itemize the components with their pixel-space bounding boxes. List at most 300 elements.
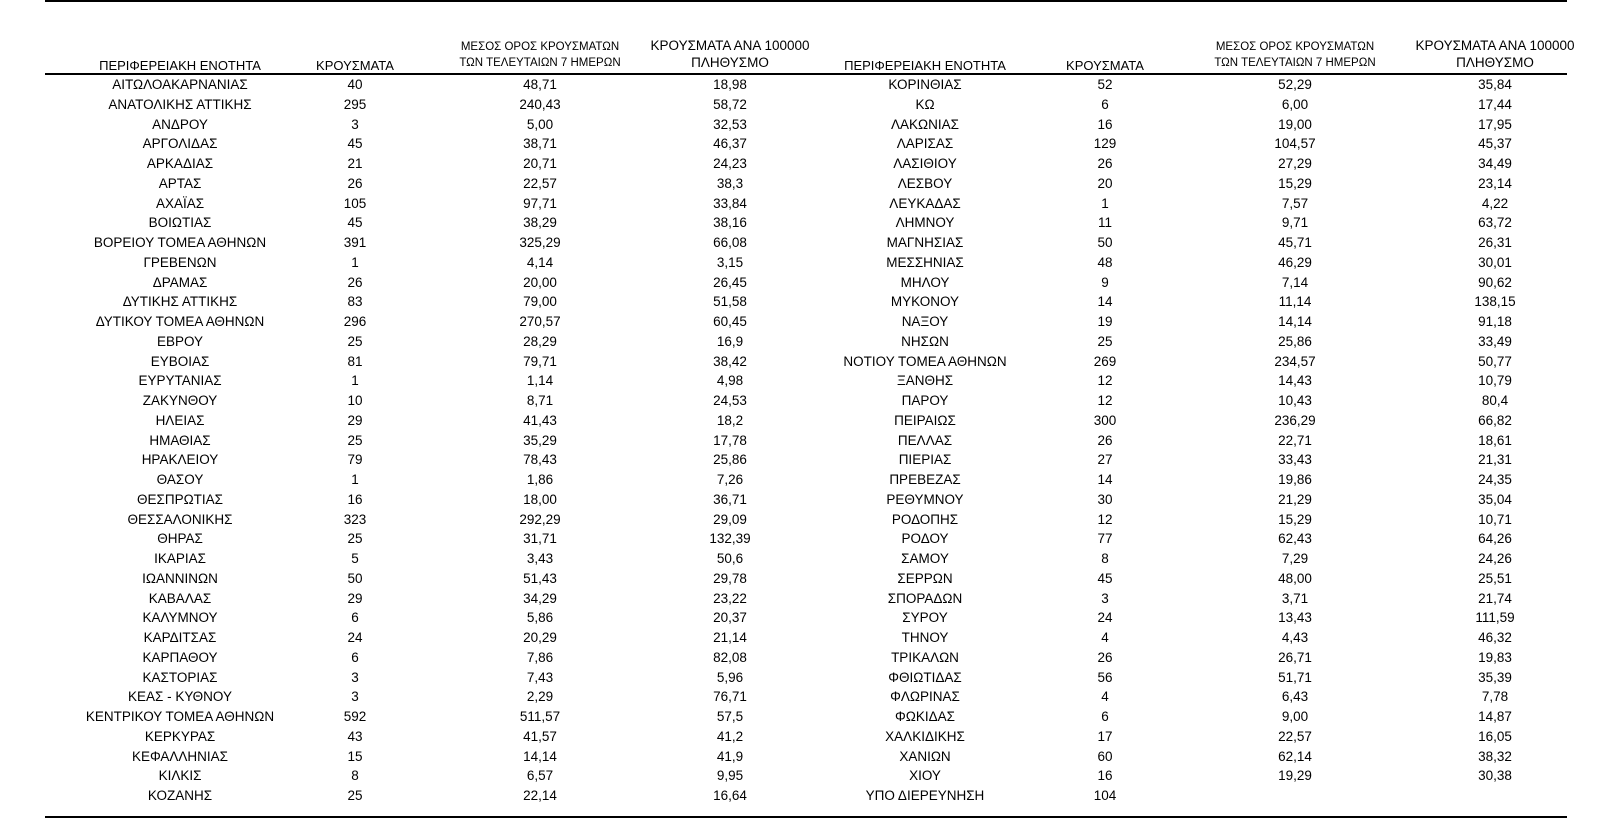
right-region-cell: ΤΡΙΚΑΛΩΝ: [891, 649, 959, 665]
header-per-right: [1375, 37, 1600, 71]
table-row: [0, 273, 1600, 293]
left-cases-cell: 15: [347, 748, 363, 764]
left-cases-cell: 83: [347, 294, 363, 310]
left-region-cell: ΘΗΡΑΣ: [157, 531, 203, 547]
left-region-cell: ΚΕΡΚΥΡΑΣ: [144, 728, 216, 744]
table-row: [0, 648, 1600, 668]
left-per100k-cell: 41,9: [716, 748, 744, 764]
right-cases-cell: 27: [1097, 452, 1113, 468]
table-row: [0, 292, 1600, 312]
left-cases-cell: 29: [347, 412, 363, 428]
left-per100k-cell: 132,39: [709, 531, 751, 547]
left-cases-cell: 3: [351, 689, 359, 705]
right-avg7-cell: 46,29: [1278, 254, 1312, 270]
right-per100k-cell: 26,31: [1478, 235, 1512, 250]
table-header: [0, 36, 1600, 74]
right-avg7-cell: 104,57: [1274, 136, 1316, 152]
right-per100k-cell: 80,4: [1481, 393, 1509, 408]
left-avg7-cell: 22,57: [523, 175, 557, 191]
left-region-cell: ΘΑΣΟΥ: [156, 472, 204, 487]
right-per100k-cell: 21,31: [1478, 452, 1512, 468]
left-cases-cell: 6: [351, 610, 359, 626]
right-cases-cell: 26: [1097, 649, 1113, 665]
left-region-cell: ΕΒΡΟΥ: [156, 333, 204, 349]
left-region-cell: ΑΙΤΩΛΟΑΚΑΡΝΑΝΙΑΣ: [112, 77, 248, 92]
left-cases-cell: 105: [343, 195, 367, 211]
right-cases-cell: 60: [1097, 748, 1113, 764]
table-row: [0, 213, 1600, 233]
left-region-cell: ΚΑΛΥΜΝΟΥ: [142, 610, 218, 626]
left-per100k-cell: 58,72: [713, 96, 747, 112]
left-region-cell: ΚΟΖΑΝΗΣ: [147, 788, 213, 803]
left-avg7-cell: 292,29: [519, 511, 561, 527]
right-region-cell: ΠΡΕΒΕΖΑΣ: [889, 472, 961, 487]
right-cases-cell: 1: [1101, 195, 1109, 211]
right-avg7-cell: 25,86: [1278, 333, 1312, 349]
header-avg-right-line1: ΜΕΣΟΣ ΟΡΟΣ ΚΡΟΥΣΜΑΤΩΝ: [1215, 41, 1375, 53]
right-per100k-cell: 33,49: [1478, 333, 1512, 349]
left-region-cell: ΗΡΑΚΛΕΙΟΥ: [141, 452, 219, 468]
right-cases-cell: 26: [1097, 432, 1113, 448]
right-cases-cell: 48: [1097, 254, 1113, 270]
right-cases-cell: 11: [1097, 215, 1112, 231]
left-avg7-cell: 34,29: [523, 590, 557, 606]
left-avg7-cell: 325,29: [519, 235, 561, 250]
left-avg7-cell: 31,71: [523, 531, 557, 547]
left-per100k-cell: 29,09: [713, 511, 747, 527]
right-region-cell: ΧΑΝΙΩΝ: [899, 748, 951, 764]
left-cases-cell: 24: [347, 630, 363, 645]
left-region-cell: ΚΑΡΔΙΤΣΑΣ: [143, 630, 217, 645]
left-cases-cell: 25: [347, 333, 363, 349]
left-region-cell: ΕΥΡΥΤΑΝΙΑΣ: [138, 373, 222, 389]
right-cases-cell: 30: [1097, 491, 1113, 507]
left-per100k-cell: 50,6: [716, 551, 744, 566]
left-avg7-cell: 20,71: [523, 156, 557, 171]
left-per100k-cell: 23,22: [713, 590, 747, 606]
left-avg7-cell: 4,14: [526, 254, 554, 270]
left-avg7-cell: 38,71: [523, 136, 557, 152]
right-region-cell: ΣΑΜΟΥ: [901, 551, 949, 566]
table-row: [0, 470, 1600, 490]
left-per100k-cell: 20,37: [713, 610, 747, 626]
table-row: [0, 75, 1600, 95]
right-cases-cell: 269: [1093, 353, 1117, 369]
right-avg7-cell: 7,14: [1281, 274, 1309, 290]
left-cases-cell: 79: [347, 452, 363, 468]
left-per100k-cell: 16,9: [716, 333, 744, 349]
right-cases-cell: 9: [1101, 274, 1109, 290]
left-region-cell: ΘΕΣΣΑΛΟΝΙΚΗΣ: [127, 511, 233, 527]
right-avg7-cell: 9,00: [1281, 709, 1309, 724]
left-region-cell: ΑΝΔΡΟΥ: [152, 116, 208, 132]
right-per100k-cell: 63,72: [1478, 215, 1512, 231]
right-cases-cell: 12: [1097, 373, 1113, 389]
left-region-cell: ΚΕΦΑΛΛΗΝΙΑΣ: [131, 748, 229, 764]
left-avg7-cell: 1,86: [526, 472, 554, 487]
table-row: [0, 450, 1600, 470]
left-cases-cell: 3: [351, 116, 359, 132]
right-per100k-cell: 46,32: [1478, 630, 1512, 645]
right-cases-cell: 20: [1097, 175, 1113, 191]
left-cases-cell: 6: [351, 649, 359, 665]
right-region-cell: ΤΗΝΟΥ: [901, 630, 949, 645]
right-avg7-cell: 13,43: [1278, 610, 1312, 626]
right-region-cell: ΠΕΛΛΑΣ: [897, 432, 953, 448]
right-region-cell: ΧΑΛΚΙΔΙΚΗΣ: [885, 728, 965, 744]
right-cases-cell: 26: [1097, 156, 1113, 171]
left-cases-cell: 25: [347, 432, 363, 448]
right-per100k-cell: 24,26: [1478, 551, 1512, 566]
table-row: [0, 391, 1600, 411]
table-row: [0, 628, 1600, 648]
left-avg7-cell: 270,57: [519, 314, 561, 329]
left-region-cell: ΒΟΙΩΤΙΑΣ: [148, 215, 212, 231]
left-avg7-cell: 51,43: [523, 570, 557, 586]
left-region-cell: ΔΥΤΙΚΟΥ ΤΟΜΕΑ ΑΘΗΝΩΝ: [95, 314, 265, 329]
left-avg7-cell: 28,29: [523, 333, 557, 349]
left-per100k-cell: 57,5: [716, 709, 744, 724]
left-per100k-cell: 46,37: [713, 136, 747, 152]
bottom-rule: [45, 816, 1567, 818]
right-per100k-cell: 4,22: [1481, 195, 1509, 211]
left-region-cell: ΑΧΑΪΑΣ: [155, 195, 205, 211]
right-region-cell: ΛΑΚΩΝΙΑΣ: [891, 116, 959, 132]
left-per100k-cell: 82,08: [713, 649, 747, 665]
left-cases-cell: 26: [347, 175, 363, 191]
right-region-cell: ΛΑΣΙΘΙΟΥ: [893, 156, 957, 171]
right-region-cell: ΚΟΡΙΝΘΙΑΣ: [888, 77, 962, 92]
left-per100k-cell: 4,98: [716, 373, 744, 389]
right-cases-cell: 3: [1101, 590, 1109, 606]
left-cases-cell: 5: [351, 551, 359, 566]
left-region-cell: ΓΡΕΒΕΝΩΝ: [143, 254, 217, 270]
left-region-cell: ΚΕΝΤΡΙΚΟΥ ΤΟΜΕΑ ΑΘΗΝΩΝ: [85, 709, 275, 724]
right-avg7-cell: 15,29: [1278, 511, 1312, 527]
left-per100k-cell: 25,86: [713, 452, 747, 468]
right-avg7-cell: 11,14: [1278, 294, 1312, 310]
right-region-cell: ΠΙΕΡΙΑΣ: [898, 452, 952, 468]
right-cases-cell: 17: [1097, 728, 1113, 744]
right-avg7-cell: 14,14: [1278, 314, 1312, 329]
left-avg7-cell: 79,71: [523, 353, 557, 369]
table-row: [0, 371, 1600, 391]
right-per100k-cell: 45,37: [1478, 136, 1512, 152]
left-per100k-cell: 76,71: [713, 689, 747, 705]
table-row: [0, 490, 1600, 510]
left-per100k-cell: 26,45: [713, 274, 747, 290]
right-region-cell: ΡΟΔΟΠΗΣ: [891, 511, 959, 527]
right-region-cell: ΦΩΚΙΔΑΣ: [895, 709, 955, 724]
left-region-cell: ΒΟΡΕΙΟΥ ΤΟΜΕΑ ΑΘΗΝΩΝ: [93, 235, 267, 250]
left-per100k-cell: 7,26: [716, 472, 744, 487]
left-per100k-cell: 24,53: [713, 393, 747, 408]
right-region-cell: ΛΗΜΝΟΥ: [895, 215, 955, 231]
right-per100k-cell: 14,87: [1478, 709, 1512, 724]
right-avg7-cell: 22,57: [1278, 728, 1312, 744]
left-per100k-cell: 41,2: [716, 728, 744, 744]
left-region-cell: ΚΑΣΤΟΡΙΑΣ: [142, 669, 218, 685]
table-row: [0, 154, 1600, 174]
table-row: [0, 233, 1600, 253]
right-cases-cell: 4: [1101, 689, 1109, 705]
right-region-cell: ΜΥΚΟΝΟΥ: [890, 294, 960, 310]
left-per100k-cell: 29,78: [713, 570, 747, 586]
right-region-cell: ΡΕΘΥΜΝΟΥ: [886, 491, 964, 507]
right-region-cell: ΧΙΟΥ: [909, 768, 941, 784]
right-cases-cell: 50: [1097, 235, 1113, 250]
left-cases-cell: 43: [347, 728, 363, 744]
right-cases-cell: 6: [1101, 709, 1109, 724]
left-region-cell: ΕΥΒΟΙΑΣ: [150, 353, 210, 369]
left-per100k-cell: 3,15: [716, 254, 744, 270]
left-avg7-cell: 3,43: [526, 551, 554, 566]
right-cases-cell: 12: [1097, 393, 1113, 408]
right-cases-cell: 12: [1097, 511, 1113, 527]
table-row: [0, 589, 1600, 609]
left-avg7-cell: 14,14: [523, 748, 557, 764]
left-cases-cell: 3: [351, 669, 359, 685]
right-per100k-cell: 17,44: [1478, 96, 1512, 112]
right-cases-cell: 24: [1097, 610, 1113, 626]
right-per100k-cell: 10,71: [1478, 511, 1512, 527]
left-region-cell: ΗΛΕΙΑΣ: [155, 412, 205, 428]
left-per100k-cell: 32,53: [713, 116, 747, 132]
right-region-cell: ΥΠΟ ΔΙΕΡΕΥΝΗΣΗ: [865, 788, 985, 803]
right-region-cell: ΠΑΡΟΥ: [901, 393, 949, 408]
table-row: [0, 747, 1600, 767]
table-row: [0, 194, 1600, 214]
right-avg7-cell: 10,43: [1278, 393, 1312, 408]
table-row: [0, 134, 1600, 154]
table-row: [0, 352, 1600, 372]
left-avg7-cell: 22,14: [523, 788, 557, 803]
left-cases-cell: 1: [351, 472, 359, 487]
left-avg7-cell: 97,71: [523, 195, 557, 211]
right-per100k-cell: 35,39: [1478, 669, 1512, 685]
left-region-cell: ΚΙΛΚΙΣ: [158, 768, 202, 784]
right-cases-cell: 14: [1097, 294, 1113, 310]
left-per100k-cell: 66,08: [713, 235, 747, 250]
left-avg7-cell: 5,00: [526, 116, 554, 132]
right-per100k-cell: 30,38: [1478, 768, 1512, 784]
left-avg7-cell: 8,71: [526, 393, 554, 408]
table-row: [0, 608, 1600, 628]
right-region-cell: ΠΕΙΡΑΙΩΣ: [894, 412, 956, 428]
left-per100k-cell: 38,16: [713, 215, 747, 231]
right-per100k-cell: 35,04: [1478, 491, 1512, 507]
right-avg7-cell: 62,43: [1278, 531, 1312, 547]
right-per100k-cell: 138,15: [1474, 294, 1516, 310]
right-avg7-cell: 19,29: [1278, 768, 1312, 784]
left-avg7-cell: 20,00: [523, 274, 557, 290]
right-cases-cell: 77: [1097, 531, 1113, 547]
header-avg-right-line2: ΤΩΝ ΤΕΛΕΥΤΑΙΩΝ 7 ΗΜΕΡΩΝ: [1214, 57, 1376, 69]
left-cases-cell: 1: [351, 254, 359, 270]
header-per-right-line1: ΚΡΟΥΣΜΑΤΑ ΑΝΑ 100000: [1415, 38, 1575, 53]
header-region-right: ΠΕΡΙΦΕΡΕΙΑΚΗ ΕΝΟΤΗΤΑ: [844, 58, 1006, 73]
table-row: [0, 529, 1600, 549]
right-avg7-cell: 3,71: [1281, 590, 1309, 606]
right-avg7-cell: 9,71: [1281, 215, 1309, 231]
right-avg7-cell: 6,00: [1281, 96, 1309, 112]
right-cases-cell: 8: [1101, 551, 1109, 566]
right-cases-cell: 104: [1093, 788, 1117, 803]
table-row: [0, 510, 1600, 530]
right-region-cell: ΛΑΡΙΣΑΣ: [896, 136, 954, 152]
right-region-cell: ΣΥΡΟΥ: [902, 610, 948, 626]
left-per100k-cell: 18,2: [716, 412, 744, 428]
header-per-left-line1: ΚΡΟΥΣΜΑΤΑ ΑΝΑ 100000: [650, 38, 810, 53]
right-region-cell: ΝΑΞΟΥ: [901, 314, 949, 329]
header-region-left: ΠΕΡΙΦΕΡΕΙΑΚΗ ΕΝΟΤΗΤΑ: [99, 58, 261, 73]
right-avg7-cell: 33,43: [1278, 452, 1312, 468]
right-cases-cell: 45: [1097, 570, 1113, 586]
left-cases-cell: 295: [343, 96, 367, 112]
left-avg7-cell: 48,71: [523, 77, 557, 92]
left-cases-cell: 391: [343, 235, 367, 250]
left-cases-cell: 25: [347, 788, 363, 803]
right-cases-cell: 129: [1093, 136, 1117, 152]
table-row: [0, 431, 1600, 451]
right-avg7-cell: 19,00: [1278, 116, 1312, 132]
right-cases-cell: 19: [1097, 314, 1113, 329]
right-avg7-cell: 62,14: [1278, 748, 1312, 764]
header-avg-right: [1195, 39, 1395, 71]
left-avg7-cell: 35,29: [523, 432, 557, 448]
right-avg7-cell: 51,71: [1278, 669, 1312, 685]
left-per100k-cell: 21,14: [713, 630, 747, 645]
left-avg7-cell: 5,86: [526, 610, 554, 626]
table-row: [0, 668, 1600, 688]
right-avg7-cell: 14,43: [1278, 373, 1312, 389]
left-cases-cell: 25: [347, 531, 363, 547]
table-row: [0, 687, 1600, 707]
right-avg7-cell: 26,71: [1278, 649, 1312, 665]
left-cases-cell: 296: [343, 314, 367, 329]
left-region-cell: ΚΕΑΣ - ΚΥΘΝΟΥ: [128, 689, 232, 705]
left-per100k-cell: 9,95: [716, 768, 744, 784]
header-avg-left: [440, 39, 640, 71]
left-region-cell: ΚΑΡΠΑΘΟΥ: [142, 649, 218, 665]
left-cases-cell: 1: [351, 373, 359, 389]
left-region-cell: ΙΚΑΡΙΑΣ: [154, 551, 206, 566]
table-row: [0, 115, 1600, 135]
left-avg7-cell: 18,00: [523, 491, 557, 507]
left-region-cell: ΚΑΒΑΛΑΣ: [148, 590, 212, 606]
left-per100k-cell: 36,71: [713, 491, 747, 507]
left-per100k-cell: 16,64: [713, 788, 747, 803]
left-region-cell: ΔΥΤΙΚΗΣ ΑΤΤΙΚΗΣ: [122, 294, 238, 310]
right-region-cell: ΡΟΔΟΥ: [901, 531, 949, 547]
table-row: [0, 253, 1600, 273]
right-per100k-cell: 50,77: [1478, 353, 1512, 369]
right-per100k-cell: 34,49: [1478, 156, 1512, 171]
left-region-cell: ΙΩΑΝΝΙΝΩΝ: [142, 570, 218, 586]
right-region-cell: ΦΛΩΡΙΝΑΣ: [890, 689, 960, 705]
right-region-cell: ΣΕΡΡΩΝ: [897, 570, 953, 586]
left-cases-cell: 21: [347, 156, 363, 171]
left-cases-cell: 29: [347, 590, 363, 606]
left-avg7-cell: 240,43: [519, 96, 561, 112]
left-cases-cell: 26: [347, 274, 363, 290]
left-region-cell: ΔΡΑΜΑΣ: [152, 274, 208, 290]
right-per100k-cell: 66,82: [1478, 412, 1512, 428]
left-cases-cell: 10: [347, 393, 363, 408]
right-per100k-cell: 35,84: [1478, 77, 1512, 92]
right-region-cell: ΝΟΤΙΟΥ ΤΟΜΕΑ ΑΘΗΝΩΝ: [843, 353, 1007, 369]
right-per100k-cell: 90,62: [1478, 274, 1512, 290]
left-per100k-cell: 5,96: [716, 669, 744, 685]
left-cases-cell: 81: [347, 353, 363, 369]
right-per100k-cell: 91,18: [1478, 314, 1512, 329]
table-row: [0, 727, 1600, 747]
right-avg7-cell: 48,00: [1278, 570, 1312, 586]
right-avg7-cell: 52,29: [1278, 77, 1312, 92]
right-per100k-cell: 18,61: [1478, 432, 1512, 448]
right-avg7-cell: 19,86: [1278, 472, 1312, 487]
right-per100k-cell: 30,01: [1478, 254, 1512, 270]
left-region-cell: ΑΝΑΤΟΛΙΚΗΣ ΑΤΤΙΚΗΣ: [108, 96, 252, 112]
right-per100k-cell: 111,59: [1475, 610, 1515, 626]
left-avg7-cell: 6,57: [526, 768, 554, 784]
left-avg7-cell: 79,00: [523, 294, 557, 310]
table-row: [0, 549, 1600, 569]
left-avg7-cell: 41,57: [523, 728, 557, 744]
right-avg7-cell: 15,29: [1278, 175, 1312, 191]
table-row: [0, 707, 1600, 727]
right-cases-cell: 56: [1097, 669, 1113, 685]
right-per100k-cell: 24,35: [1478, 472, 1512, 487]
table-row: [0, 411, 1600, 431]
header-per-right-line2: ΠΛΗΘΥΣΜΟ: [1456, 55, 1534, 70]
right-region-cell: ΜΕΣΣΗΝΙΑΣ: [886, 254, 964, 270]
right-cases-cell: 14: [1097, 472, 1113, 487]
header-cases-left: ΚΡΟΥΣΜΑΤΑ: [316, 58, 394, 73]
table-row: [0, 312, 1600, 332]
right-cases-cell: 16: [1097, 768, 1113, 784]
left-avg7-cell: 7,43: [526, 669, 554, 685]
right-avg7-cell: 27,29: [1278, 156, 1312, 171]
left-avg7-cell: 511,57: [519, 709, 561, 724]
right-region-cell: ΣΠΟΡΑΔΩΝ: [887, 590, 963, 606]
right-cases-cell: 300: [1093, 412, 1117, 428]
left-per100k-cell: 60,45: [713, 314, 747, 329]
left-avg7-cell: 41,43: [523, 412, 557, 428]
right-region-cell: ΜΗΛΟΥ: [900, 274, 950, 290]
left-per100k-cell: 51,58: [713, 294, 747, 310]
right-avg7-cell: 7,57: [1281, 195, 1309, 211]
right-avg7-cell: 21,29: [1278, 491, 1312, 507]
table-row: [0, 174, 1600, 194]
left-region-cell: ΑΡΓΟΛΙΔΑΣ: [142, 136, 218, 152]
left-cases-cell: 45: [347, 136, 363, 152]
left-region-cell: ΗΜΑΘΙΑΣ: [149, 432, 211, 448]
right-cases-cell: 52: [1097, 77, 1113, 92]
right-region-cell: ΛΕΣΒΟΥ: [897, 175, 953, 191]
right-avg7-cell: 236,29: [1274, 412, 1316, 428]
right-region-cell: ΝΗΣΩΝ: [901, 333, 949, 349]
right-per100k-cell: 7,78: [1481, 689, 1509, 705]
left-cases-cell: 50: [347, 570, 363, 586]
right-avg7-cell: 22,71: [1278, 432, 1312, 448]
left-avg7-cell: 1,14: [526, 373, 554, 389]
right-cases-cell: 16: [1097, 116, 1113, 132]
right-per100k-cell: 25,51: [1478, 570, 1512, 586]
right-per100k-cell: 64,26: [1478, 531, 1512, 547]
right-region-cell: ΜΑΓΝΗΣΙΑΣ: [886, 235, 964, 250]
right-per100k-cell: 10,79: [1478, 373, 1512, 389]
